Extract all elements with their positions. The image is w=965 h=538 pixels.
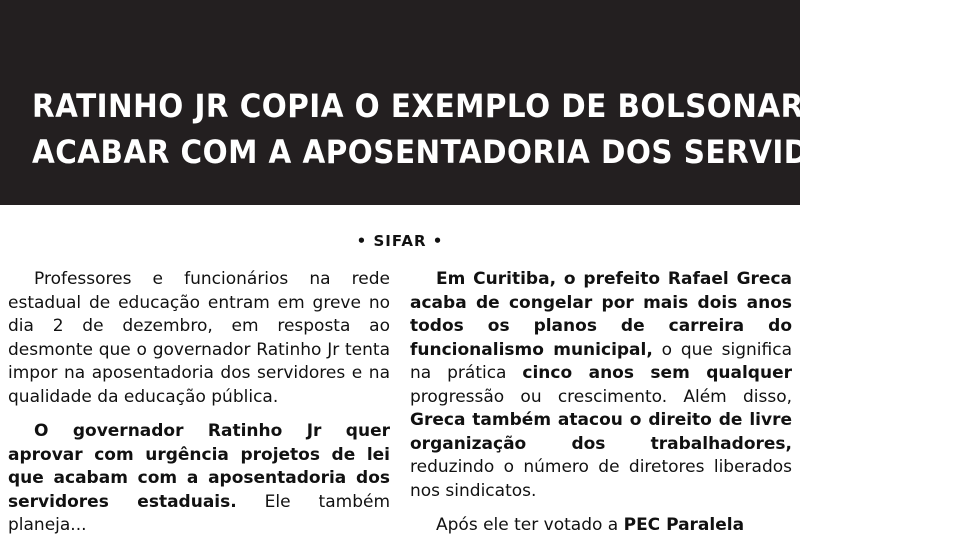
bold-text: Greca também atacou o direito de livre organização dos trabalhadores, <box>410 410 792 454</box>
right-column <box>410 268 792 538</box>
bold-text: cinco anos sem qualquer <box>522 363 792 383</box>
headline-line-1: RATINHO JR COPIA O EXEMPLO DE BOLSONARO E QUER <box>32 87 965 125</box>
paragraph-text: Após ele ter votado a <box>436 515 624 535</box>
paragraph-text: Ele também planeja... <box>8 491 391 535</box>
byline: • SIFAR • <box>356 232 444 250</box>
paragraph-text: progressão ou crescimento. Além disso, <box>410 386 792 407</box>
paragraph <box>8 420 390 538</box>
paragraph <box>8 268 390 409</box>
left-column <box>8 268 390 538</box>
headline <box>32 83 965 175</box>
paragraph <box>410 268 792 503</box>
bold-text: PEC Paralela <box>623 515 745 535</box>
paragraph-text: reduzindo o número de diretores liberados nos sindicatos. <box>410 457 792 501</box>
bold-text: O governador Ratinho Jr quer aprovar com urgência projetos de lei que acabam com a aposentadoria dos servidores estaduais. <box>8 421 390 512</box>
headline-line-2: ACABAR COM A APOSENTADORIA DOS SERVIDORES <box>32 133 900 171</box>
paragraph-text: o que significa na prática <box>410 339 793 383</box>
bold-text: Em Curitiba, o prefeito Rafael Greca acaba de congelar por mais dois anos todos os planos de carreira do funcionalismo municipal, <box>410 269 792 360</box>
paragraph-text: Professores e funcionários na rede estadual de educação entram em greve no dia 2 de dezembro, em resposta ao desmonte que o governador Ratinho Jr tenta impor na aposentadoria dos servidores e na qualidade da educação pública. <box>8 269 390 407</box>
paragraph <box>410 514 792 538</box>
